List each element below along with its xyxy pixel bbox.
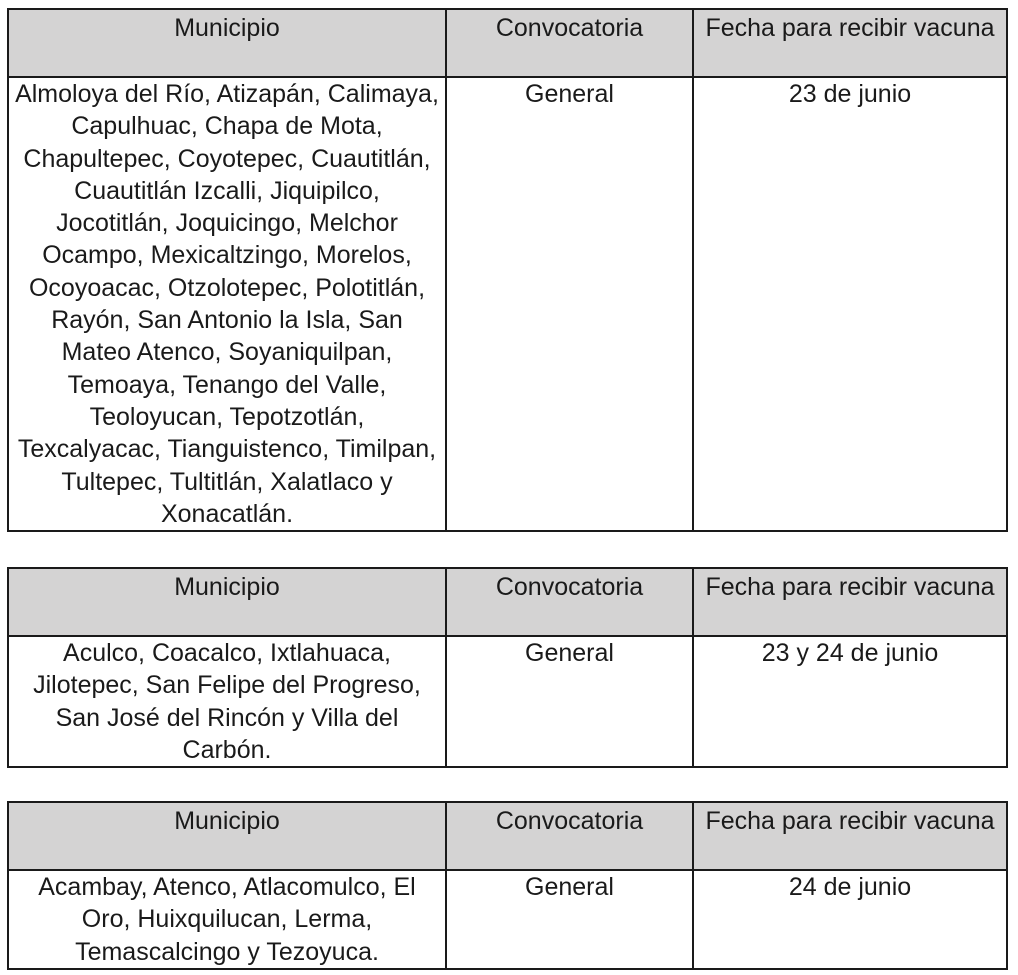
table-row (8, 636, 1007, 767)
header-fecha: Fecha para recibir vacuna (693, 568, 1007, 636)
municipios-cell: Almoloya del Río, Atizapán, Calimaya, Capulhuac, Chapa de Mota, Chapultepec, Coyotepec, Cuautitlán, Cuautitlán Izcalli, Jiquipilco, Jocotitlán, Joquicingo, Melchor Ocampo, Mexicaltzingo, Morelos, Ocoyoacac, Otzolotepec, Polotitlán, Rayón, San Antonio la Isla, San Mateo Atenco, Soyaniquilpan, Temoaya, Tenango del Valle, Teoloyucan, Tepotzotlán, Texcalyacac, Tianguistenco, Timilpan, Tultepec, Tultitlán, Xalatlaco y Xonacatlán. (8, 77, 446, 531)
convocatoria-cell: General (446, 77, 693, 531)
header-convocatoria: Convocatoria (446, 9, 693, 77)
header-row (8, 802, 1007, 870)
convocatoria-cell: General (446, 636, 693, 767)
header-row (8, 9, 1007, 77)
schedule-table-2 (7, 567, 1008, 768)
fecha-cell: 23 de junio (693, 77, 1007, 531)
schedule-table-1 (7, 8, 1008, 532)
header-fecha: Fecha para recibir vacuna (693, 802, 1007, 870)
header-fecha: Fecha para recibir vacuna (693, 9, 1007, 77)
municipios-cell: Acambay, Atenco, Atlacomulco, El Oro, Huixquilucan, Lerma, Temascalcingo y Tezoyuca. (8, 870, 446, 969)
header-municipio: Municipio (8, 568, 446, 636)
header-row (8, 568, 1007, 636)
header-convocatoria: Convocatoria (446, 568, 693, 636)
fecha-cell: 23 y 24 de junio (693, 636, 1007, 767)
table-row (8, 77, 1007, 531)
schedule-table-3 (7, 801, 1008, 970)
header-municipio: Municipio (8, 9, 446, 77)
header-municipio: Municipio (8, 802, 446, 870)
municipios-cell: Aculco, Coacalco, Ixtlahuaca, Jilotepec, San Felipe del Progreso, San José del Rincón y Villa del Carbón. (8, 636, 446, 767)
fecha-cell: 24 de junio (693, 870, 1007, 969)
convocatoria-cell: General (446, 870, 693, 969)
table-row (8, 870, 1007, 969)
header-convocatoria: Convocatoria (446, 802, 693, 870)
